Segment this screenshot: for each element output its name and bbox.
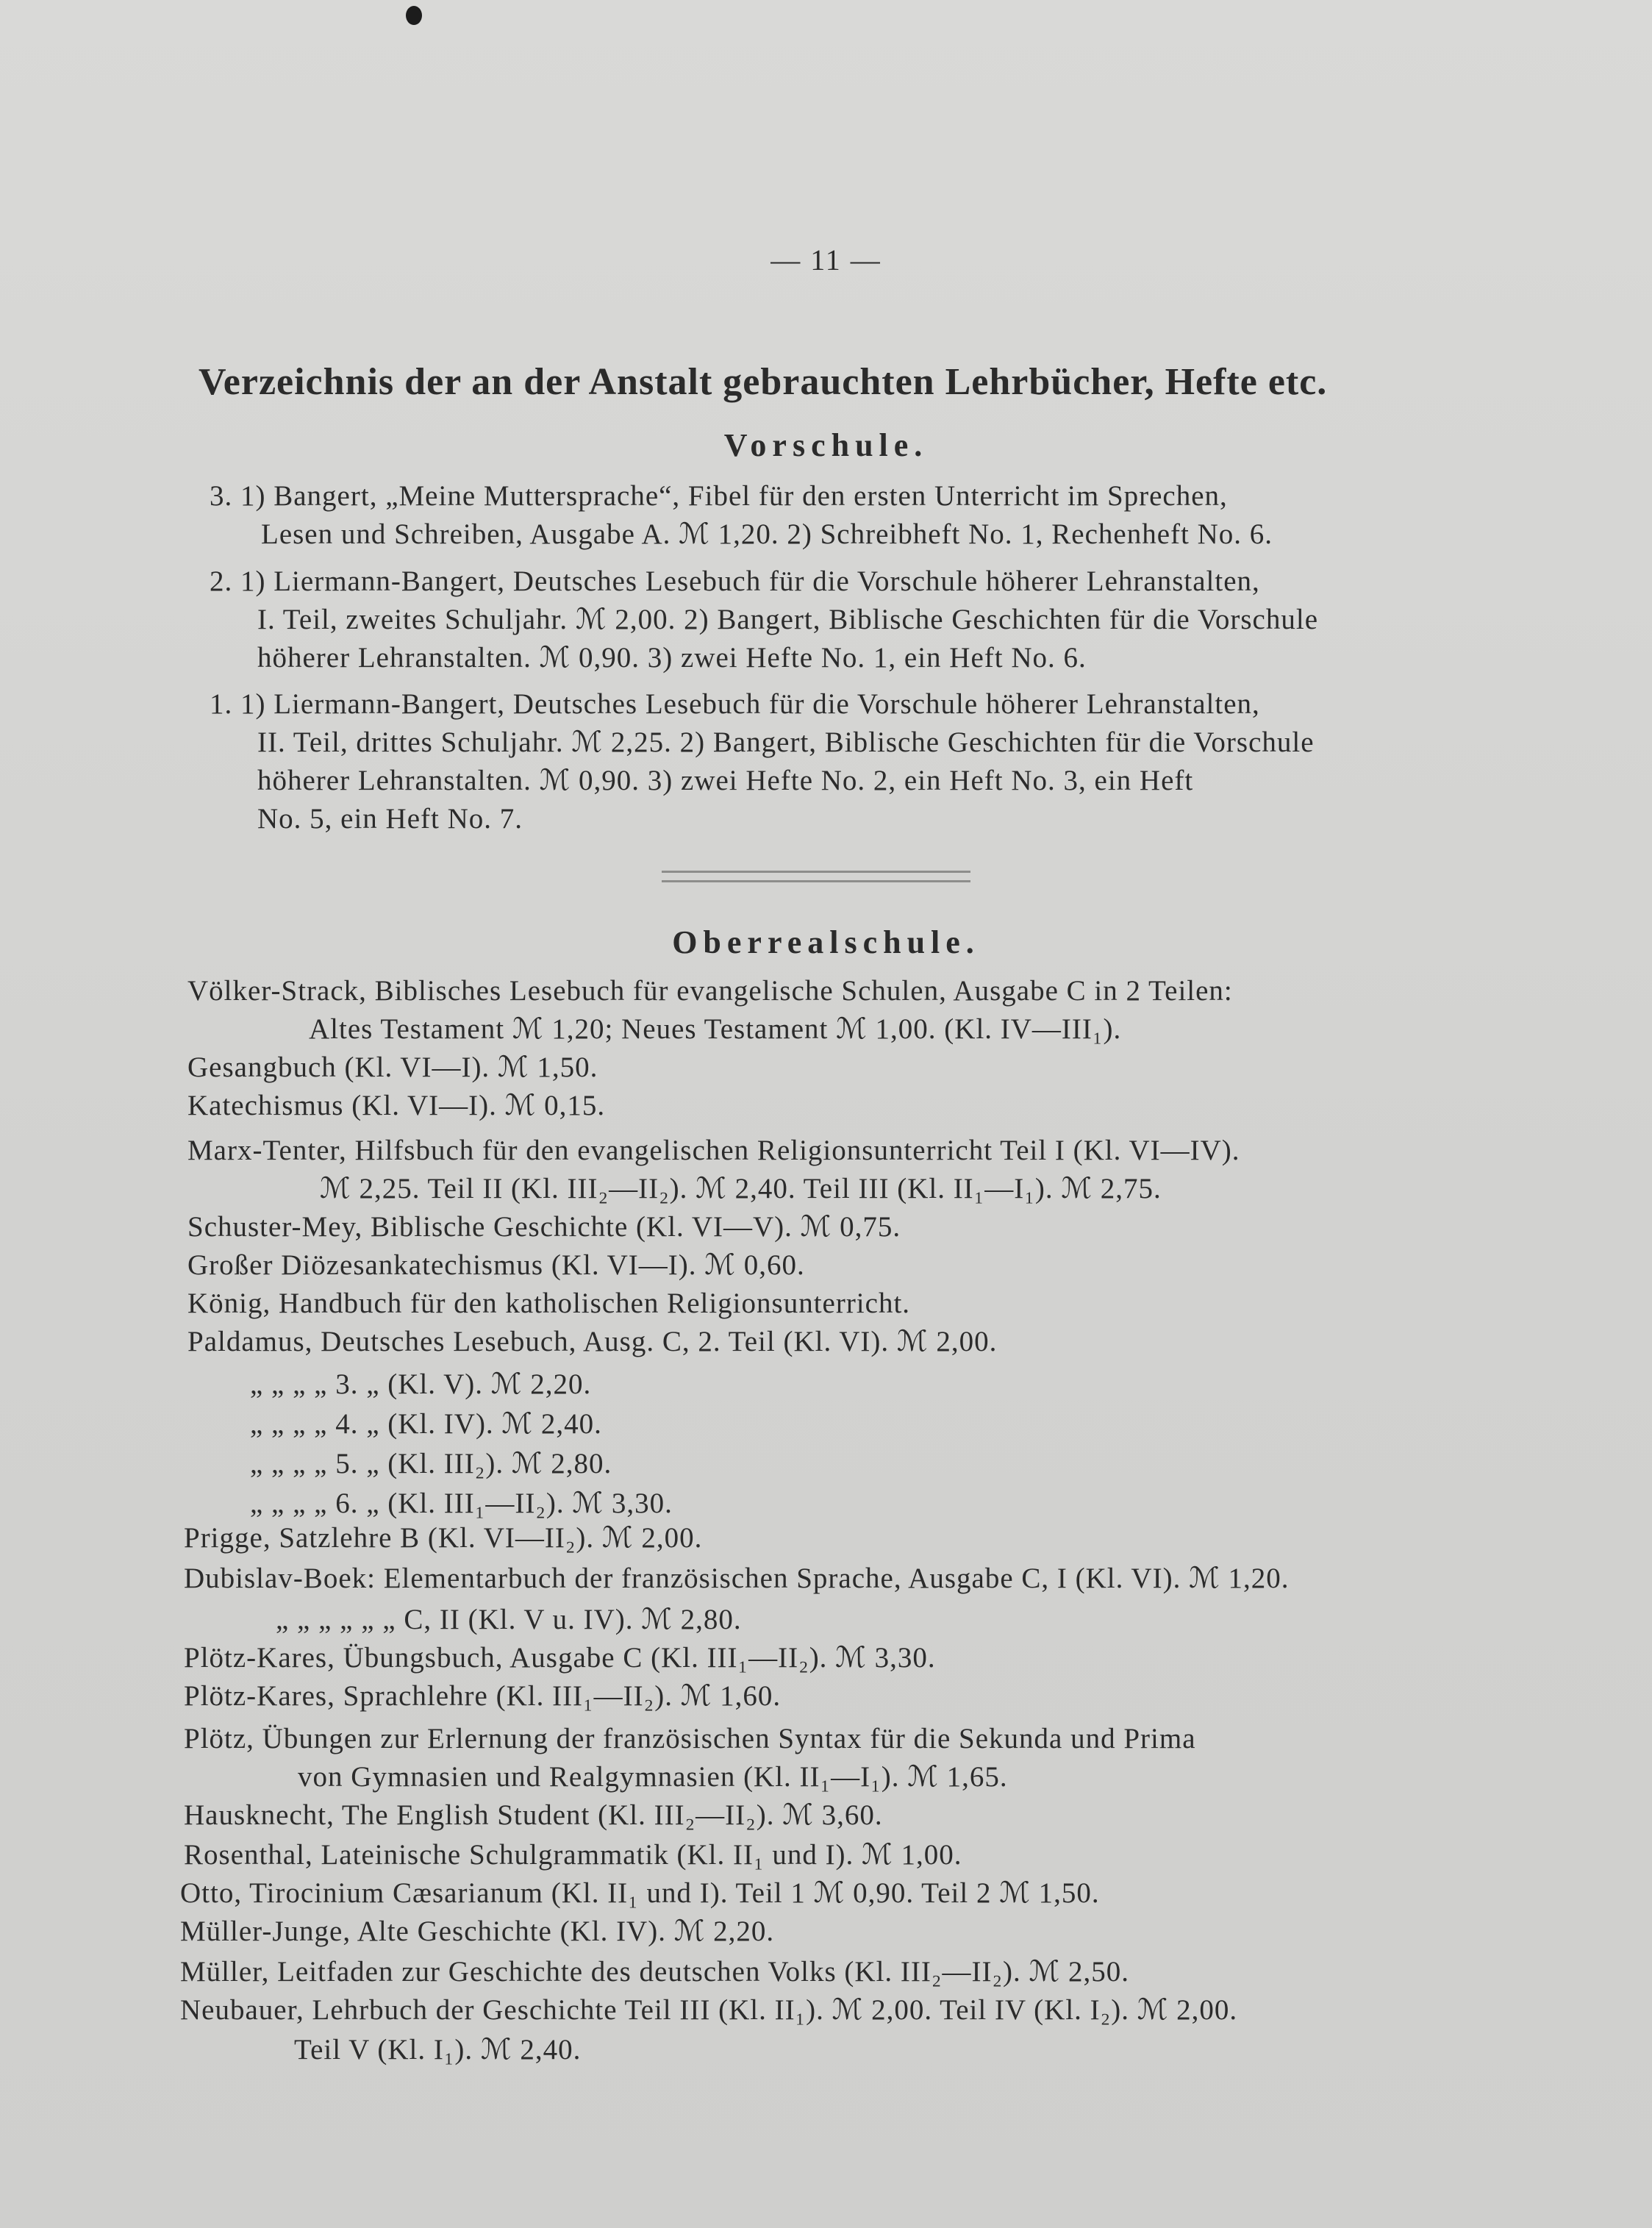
oberrealschule-line: „ „ „ „ 6. „ (Kl. III₁—II₂). ℳ 3,30. (250, 1488, 673, 1519)
vorschule-line: I. Teil, zweites Schuljahr. ℳ 2,00. 2) Bangert, Biblische Geschichten für die Vorschule (257, 604, 1319, 635)
section-divider (662, 871, 970, 882)
oberrealschule-line: Müller, Leitfaden zur Geschichte des deutschen Volks (Kl. III₂—II₂). ℳ 2,50. (180, 1956, 1129, 1988)
page-title: Verzeichnis der an der Anstalt gebrauchten Lehrbücher, Hefte etc. (199, 361, 1328, 403)
vorschule-line: höherer Lehranstalten. ℳ 0,90. 3) zwei Hefte No. 1, ein Heft No. 6. (257, 642, 1087, 674)
vorschule-line: No. 5, ein Heft No. 7. (257, 803, 523, 835)
oberrealschule-line: Dubislav-Boek: Elementarbuch der französischen Sprache, Ausgabe C, I (Kl. VI). ℳ 1,20. (184, 1563, 1290, 1594)
oberrealschule-line: Altes Testament ℳ 1,20; Neues Testament ℳ 1,00. (Kl. IV—III₁). (309, 1013, 1122, 1045)
oberrealschule-line: Paldamus, Deutsches Lesebuch, Ausg. C, 2. Teil (Kl. VI). ℳ 2,00. (187, 1326, 998, 1357)
oberrealschule-line: von Gymnasien und Realgymnasien (Kl. II₁—I₁). ℳ 1,65. (298, 1761, 1008, 1793)
oberrealschule-line: Teil V (Kl. I₁). ℳ 2,40. (294, 2034, 582, 2065)
oberrealschule-line: „ „ „ „ 5. „ (Kl. III₂). ℳ 2,80. (250, 1448, 612, 1479)
oberrealschule-line: „ „ „ „ 3. „ (Kl. V). ℳ 2,20. (250, 1368, 592, 1400)
oberrealschule-line: Neubauer, Lehrbuch der Geschichte Teil III (Kl. II₁). ℳ 2,00. Teil IV (Kl. I₂). ℳ 2,00. (180, 1994, 1238, 2026)
oberrealschule-line: Otto, Tirocinium Cæsarianum (Kl. II₁ und I). Teil 1 ℳ 0,90. Teil 2 ℳ 1,50. (180, 1877, 1100, 1909)
oberrealschule-line: Gesangbuch (Kl. VI—I). ℳ 1,50. (187, 1051, 598, 1083)
section-heading-oberrealschule: Oberrealschule. (672, 924, 980, 960)
ink-blot (406, 6, 422, 25)
oberrealschule-line: Plötz, Übungen zur Erlernung der französischen Syntax für die Sekunda und Prima (184, 1723, 1196, 1754)
oberrealschule-line: Völker-Strack, Biblisches Lesebuch für evangelische Schulen, Ausgabe C in 2 Teilen: (187, 975, 1233, 1007)
oberrealschule-line: Großer Diözesankatechismus (Kl. VI—I). ℳ 0,60. (187, 1249, 805, 1281)
oberrealschule-line: „ „ „ „ 4. „ (Kl. IV). ℳ 2,40. (250, 1408, 602, 1440)
oberrealschule-line: Schuster-Mey, Biblische Geschichte (Kl. VI—V). ℳ 0,75. (187, 1211, 901, 1243)
oberrealschule-line: Rosenthal, Lateinische Schulgrammatik (Kl. II₁ und I). ℳ 1,00. (184, 1839, 962, 1871)
section-heading-vorschule: Vorschule. (723, 427, 929, 463)
oberrealschule-line: Müller-Junge, Alte Geschichte (Kl. IV). ℳ 2,20. (180, 1915, 775, 1947)
oberrealschule-line: Plötz-Kares, Sprachlehre (Kl. III₁—II₂). ℳ 1,60. (184, 1680, 782, 1712)
vorschule-line: Lesen und Schreiben, Ausgabe A. ℳ 1,20. 2) Schreibheft No. 1, Rechenheft No. 6. (261, 518, 1273, 550)
vorschule-line: 2. 1) Liermann-Bangert, Deutsches Lesebuch für die Vorschule höherer Lehranstalten, (210, 565, 1260, 597)
oberrealschule-line: „ „ „ „ „ „ C, II (Kl. V u. IV). ℳ 2,80. (276, 1604, 742, 1635)
vorschule-line: höherer Lehranstalten. ℳ 0,90. 3) zwei Hefte No. 2, ein Heft No. 3, ein Heft (257, 765, 1194, 796)
vorschule-line: II. Teil, drittes Schuljahr. ℳ 2,25. 2) Bangert, Biblische Geschichten für die Vorschule (257, 726, 1315, 758)
oberrealschule-line: König, Handbuch für den katholischen Religionsunterricht. (187, 1288, 911, 1319)
page-number: — 11 — (770, 243, 882, 276)
oberrealschule-line: Plötz-Kares, Übungsbuch, Ausgabe C (Kl. III₁—II₂). ℳ 3,30. (184, 1642, 936, 1674)
oberrealschule-line: Hausknecht, The English Student (Kl. III₂—II₂). ℳ 3,60. (184, 1799, 883, 1831)
oberrealschule-line: ℳ 2,25. Teil II (Kl. III₂—II₂). ℳ 2,40. Teil III (Kl. II₁—I₁). ℳ 2,75. (320, 1173, 1162, 1204)
oberrealschule-line: Prigge, Satzlehre B (Kl. VI—II₂). ℳ 2,00. (184, 1522, 703, 1554)
vorschule-line: 1. 1) Liermann-Bangert, Deutsches Lesebuch für die Vorschule höherer Lehranstalten, (210, 688, 1260, 720)
oberrealschule-line: Marx-Tenter, Hilfsbuch für den evangelischen Religionsunterricht Teil I (Kl. VI—IV). (187, 1135, 1240, 1166)
oberrealschule-line: Katechismus (Kl. VI—I). ℳ 0,15. (187, 1090, 606, 1121)
vorschule-line: 3. 1) Bangert, „Meine Muttersprache“, Fibel für den ersten Unterricht im Sprechen, (210, 480, 1228, 512)
